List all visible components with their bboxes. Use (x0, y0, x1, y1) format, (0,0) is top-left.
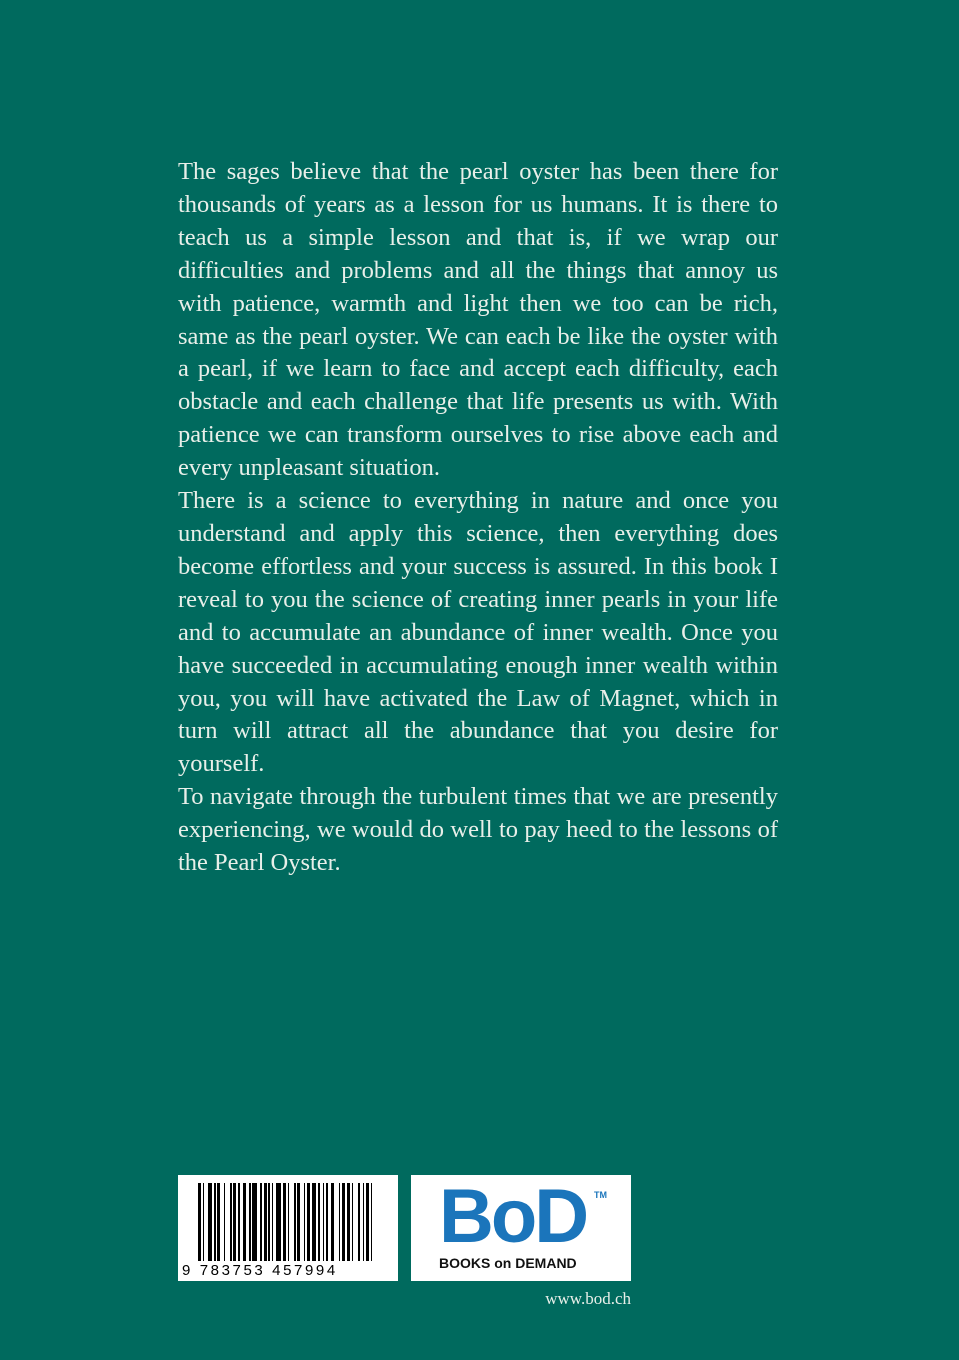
barcode-bar (249, 1183, 251, 1261)
blurb-paragraph-2: There is a science to everything in nature and once you understand and apply this science, then everything does become effortless and your success is assured. In this book I reveal to you the science of creating inner pearls in your life and to accumulate an abundance of inner wealth. Once you have succeeded in accumulating enough inner wealth within you, you will have activated the Law of Magnet, which in turn will attract all the abundance that you desire for yourself. (178, 487, 778, 778)
blurb-paragraph-1: The sages believe that the pearl oyster has been there for thousands of years as a lesson for us humans. It is there to teach us a simple lesson and that is, if we wrap our difficulties and problems and all the things that annoy us with patience, warmth and light then we too can be rich, same as the pearl oyster. We can each be like the oyster with a pearl, if we learn to face and accept each difficulty, each obstacle and each challenge that life presents us with. With patience we can transform ourselves to rise above each and every unpleasant situation. (178, 158, 778, 482)
publisher-website: www.bod.ch (545, 1289, 631, 1308)
barcode-bar (339, 1183, 341, 1261)
barcode-bar (283, 1183, 286, 1261)
barcode-bar (366, 1183, 369, 1261)
barcode-bar (243, 1183, 246, 1261)
barcode-bar (203, 1183, 205, 1261)
back-cover-blurb (178, 156, 778, 880)
barcode-number: 9 783753 457994 (182, 1262, 338, 1279)
barcode-bar (288, 1183, 290, 1261)
barcode-bar (214, 1183, 216, 1261)
barcode-bar (312, 1183, 317, 1261)
barcode-bar (331, 1183, 334, 1261)
barcode-bar (342, 1183, 345, 1261)
barcode-bar (224, 1183, 226, 1261)
barcode-bar (358, 1183, 360, 1261)
barcode-bar (323, 1183, 325, 1261)
publisher-subtitle: BOOKS on DEMAND (439, 1255, 577, 1271)
barcode-bar (230, 1183, 232, 1261)
bod-logo-text: BoD (439, 1174, 587, 1259)
barcode-bar (233, 1183, 236, 1261)
barcode-bar (294, 1183, 296, 1261)
barcode-bar (238, 1183, 240, 1261)
barcode-bar (276, 1183, 281, 1261)
isbn-barcode (178, 1175, 398, 1281)
barcode-bar (352, 1183, 354, 1261)
barcode-bar (297, 1183, 300, 1261)
barcode-bar (217, 1183, 220, 1261)
barcode-bars (198, 1183, 388, 1261)
barcode-bar (363, 1183, 365, 1261)
barcode-bar (318, 1183, 320, 1261)
blurb-paragraph-3: To navigate through the turbulent times that we are presently experiencing, we would do well to pay heed to the lessons of the Pearl Oyster. (178, 783, 778, 877)
barcode-bar (371, 1183, 373, 1261)
barcode-bar (304, 1183, 306, 1261)
barcode-bar (208, 1183, 213, 1261)
barcode-bar (268, 1183, 270, 1261)
barcode-bar (307, 1183, 310, 1261)
trademark-mark: TM (594, 1190, 607, 1200)
barcode-bar (198, 1183, 201, 1261)
barcode-bar (260, 1183, 262, 1261)
barcode-bar (264, 1183, 267, 1261)
barcode-bar (272, 1183, 274, 1261)
barcode-bar (326, 1183, 328, 1261)
barcode-bar (347, 1183, 350, 1261)
publisher-logo (411, 1175, 631, 1281)
barcode-bar (252, 1183, 257, 1261)
